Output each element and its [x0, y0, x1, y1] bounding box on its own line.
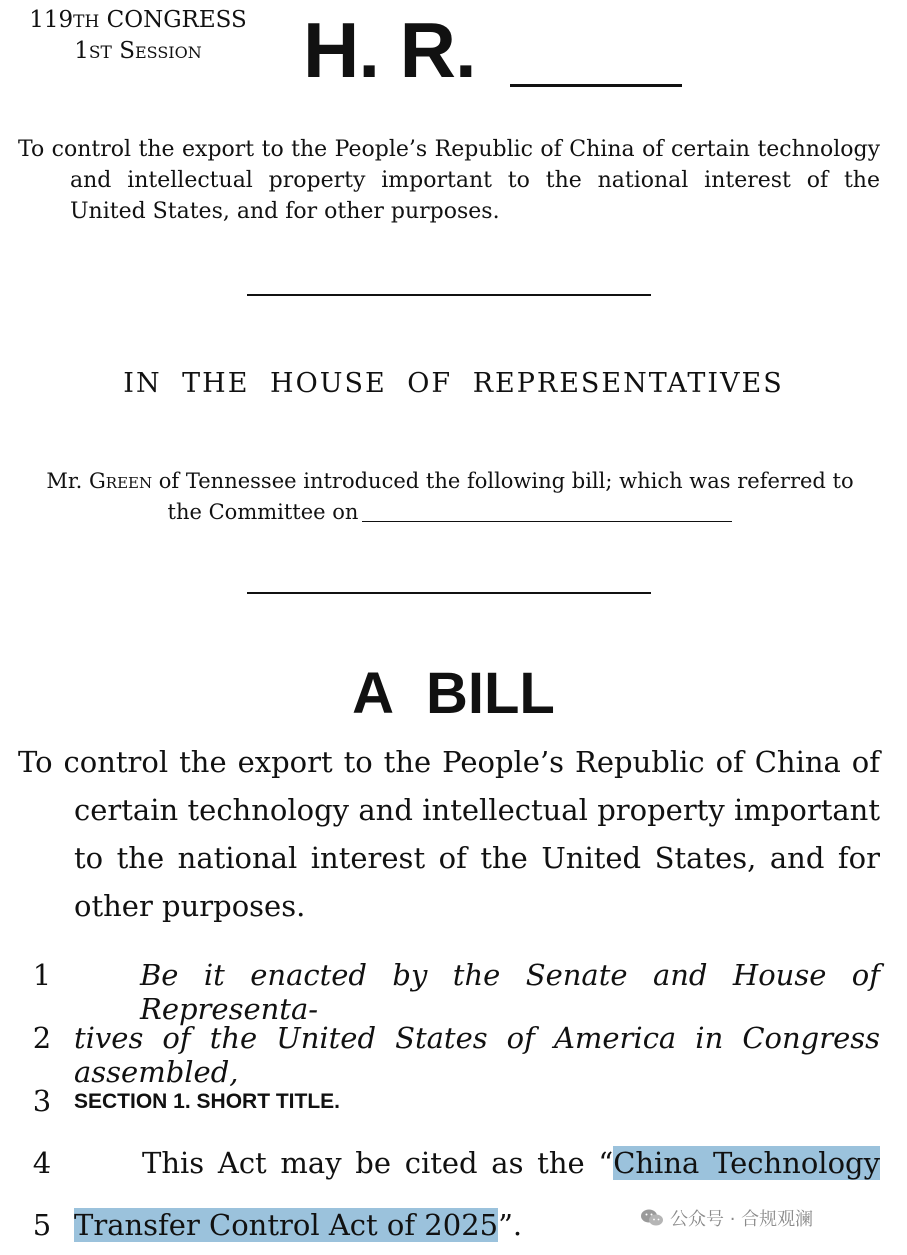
- highlighted-act-name: Transfer Control Act of 2025: [74, 1208, 499, 1242]
- committee-blank: [362, 521, 732, 522]
- highlighted-act-name: China Technology: [613, 1146, 880, 1180]
- enacting-clause-line: tives of the United States of America in Congress assembled,: [74, 1021, 880, 1089]
- line-number: 2: [32, 1021, 52, 1055]
- divider-rule-top: [247, 294, 651, 296]
- introduction-statement: Mr. Green of Tennessee introduced the following bill; which was referred to the Committee on: [46, 469, 854, 524]
- watermark: [640, 1205, 813, 1231]
- bill-caption: To control the export to the People’s Republic of China of certain technology and intellectual property important to the national interest of the United States, and for other purposes.: [18, 137, 880, 224]
- line-number: 5: [32, 1208, 52, 1242]
- watermark-text: 公众号 · 合规观澜: [670, 1209, 814, 1230]
- congress-line: 119TH CONGRESS: [29, 7, 247, 33]
- congress-session-block: [18, 6, 258, 68]
- line-number: 1: [32, 958, 52, 992]
- bill-number-label: H. R.: [303, 6, 476, 94]
- section-heading: SECTION 1. SHORT TITLE.: [74, 1090, 341, 1113]
- line-number: 3: [32, 1084, 52, 1118]
- short-title-line: This Act may be cited as the “China Technology: [142, 1146, 880, 1180]
- line-number: 4: [32, 1146, 52, 1180]
- wechat-icon: [640, 1208, 664, 1228]
- sponsor-name: Green: [89, 469, 153, 493]
- divider-rule-bottom: [247, 592, 651, 594]
- bill-number-blank: [510, 84, 682, 87]
- bill-heading: A BILL: [352, 661, 555, 726]
- session-line: 1ST Session: [74, 38, 202, 64]
- long-title: To control the export to the People’s Republic of China of certain technology and intellectual property important to the national interest of the United States, and for other purposes.: [18, 745, 880, 923]
- short-title-line: Transfer Control Act of 2025”.: [74, 1208, 523, 1242]
- house-heading: IN THE HOUSE OF REPRESENTATIVES: [123, 368, 784, 399]
- enacting-clause-line: Be it enacted by the Senate and House of Representa-: [140, 958, 880, 1026]
